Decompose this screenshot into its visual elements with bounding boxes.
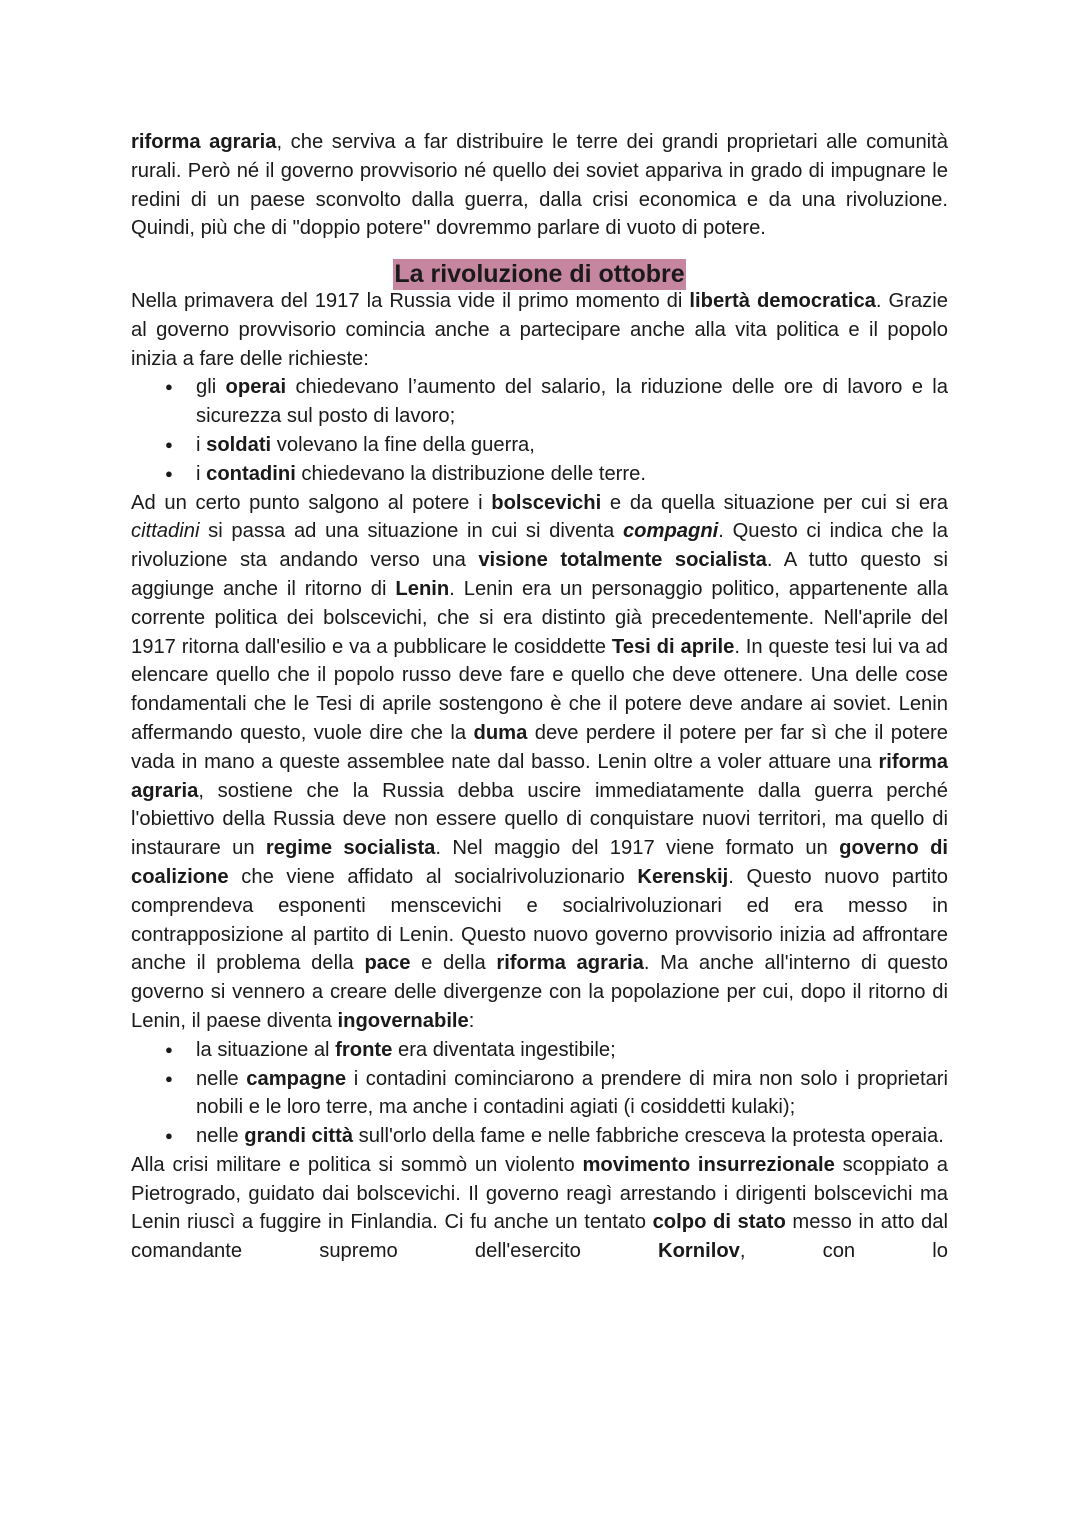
list-item: ● i soldati volevano la fine della guerra,	[196, 431, 948, 460]
list-item: ● nelle grandi città sull'orlo della fame e nelle fabbriche cresceva la protesta operaia.	[196, 1122, 948, 1151]
demands-list	[131, 373, 948, 488]
section-paragraph-2: Ad un certo punto salgono al potere i bolscevichi e da quella situazione per cui si era cittadini si passa ad una situazione in cui si diventa compagni. Questo ci indica che la rivoluzione sta andando verso una visione totalmente socialista. A tutto questo si aggiunge anche il ritorno di Lenin. Lenin era un personaggio politico, appartenente alla corrente politica dei bolscevichi, che si era distinto già precedentemente. Nell'aprile del 1917 ritorna dall'esilio e va a pubblicare le cosiddette Tesi di aprile. In queste tesi lui va ad elencare quello che il popolo russo deve fare e quello che deve ottenere. Una delle cose fondamentali che le Tesi di aprile sostengono è che il potere deve andare ai soviet. Lenin affermando questo, vuole dire che la duma deve perdere il potere per far sì che il potere vada in mano a queste assemblee nate dal basso. Lenin oltre a voler attuare una riforma agraria, sostiene che la Russia debba uscire immediatamente dalla guerra perché l'obiettivo della Russia deve non essere quello di conquistare nuovi territori, ma quello di instaurare un regime socialista. Nel maggio del 1917 viene formato un governo di coalizione che viene affidato al socialrivoluzionario Kerenskij. Questo nuovo partito comprendeva esponenti menscevichi e socialrivoluzionari ed era messo in contrapposizione al partito di Lenin. Questo nuovo governo provvisorio inizia ad affrontare anche il problema della pace e della riforma agraria. Ma anche all'interno di questo governo si vennero a creare delle divergenze con la popolazione per cui, dopo il ritorno di Lenin, il paese diventa ingovernabile:	[131, 491, 949, 1032]
intro-paragraph: riforma agraria, che serviva a far distribuire le terre dei grandi proprietari alle comunità rurali. Però né il governo provvisorio né quello dei soviet appariva in grado di impugnare le redini di un paese sconvolto dalla guerra, dalla crisi economica e da una rivoluzione. Quindi, più che di "doppio potere" dovremmo parlare di vuoto di potere.	[131, 131, 949, 240]
section-title: La rivoluzione di ottobre	[394, 260, 685, 289]
list-item: ● gli operai chiedevano l’aumento del salario, la riduzione delle ore di lavoro e la sicurezza sul posto di lavoro;	[196, 373, 948, 431]
section-paragraph-3: Alla crisi militare e politica si sommò un violento movimento insurrezionale scoppiato a Pietrogrado, guidato dai bolscevichi. Il governo reagì arrestando i dirigenti bolscevichi ma Lenin riuscì a fuggire in Finlandia. Ci fu anche un tentato colpo di stato messo in atto dal comandante supremo dell'esercito Kornilov, con lo	[131, 1153, 948, 1263]
list-item: ● la situazione al fronte era diventata ingestibile;	[196, 1036, 948, 1065]
crisis-list	[131, 1036, 948, 1151]
list-item: ● i contadini chiedevano la distribuzione delle terre.	[196, 460, 948, 489]
section-paragraph-1: Nella primavera del 1917 la Russia vide il primo momento di libertà democratica. Grazie al governo provvisorio comincia anche a partecipare anche alla vita politica e il popolo inizia a fare delle richieste:	[131, 289, 948, 370]
list-item: ● nelle campagne i contadini cominciarono a prendere di mira non solo i proprietari nobili e le loro terre, ma anche i contadini agiati (i cosiddetti kulaki);	[196, 1065, 948, 1123]
page-content	[131, 128, 948, 1266]
